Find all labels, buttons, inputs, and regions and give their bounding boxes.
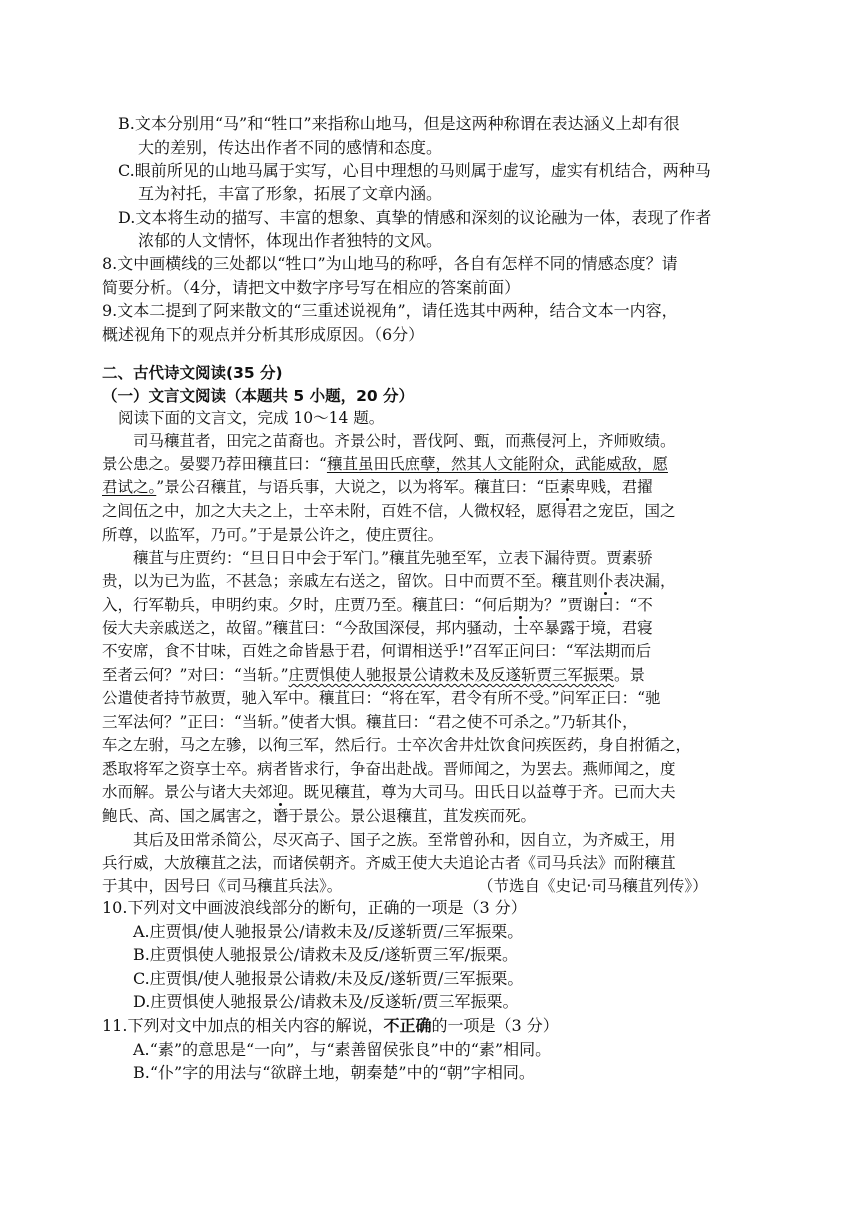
question-9-line2: 概述视角下的观点并分析其形成原因。（6分） [102, 325, 425, 344]
question-10-option-c: C.庄贾惧/使人驰报景公请救/未及反/遂斩贾/三军振栗。 [133, 969, 524, 988]
passage-p2-l6: 至者云何？”对曰：“当斩。”庄贾惧使人驰报景公请救未及反遂斩贾三军振栗。景 [102, 666, 646, 684]
passage-p2-l2: 贵，以为已为监，不甚急；亲戚左右送之，留饮。日中而贾不至。穰苴则仆表决漏， [102, 572, 676, 590]
dotted-char-pu: 仆 [598, 572, 614, 590]
dotted-char-ying: 迎 [272, 783, 289, 801]
passage-p2-l3: 入，行军勒兵，申明约束。夕时，庄贾乃至。穰苴曰：“何后期为？”贾谢曰：“不 [102, 596, 653, 614]
subsection-title: （一）文言文阅读（本题共 5 小题，20 分） [102, 387, 415, 405]
passage-p2-l5: 不安席，食不甘味，百姓之命皆悬于君，何谓相送乎!”召军正问曰：“军法期而后 [102, 642, 652, 660]
question-10-stem: 10.下列对文中画波浪线部分的断句，正确的一项是（3 分） [102, 898, 527, 917]
passage-p1-l2: 景公患之。晏婴乃荐田穰苴曰：“穰苴虽田氏庶孽，然其人文能附众，武能威敌，愿 [102, 455, 668, 473]
passage-p1-l3: 君试之。”景公召穰苴，与语兵事，大说之，以为将军。穰苴曰：“臣素卑贱，君擢 [102, 478, 653, 496]
option-c-line2: 互为衬托，丰富了形象，拓展了文章内涵。 [138, 184, 443, 203]
option-d-line1: D.文本将生动的描写、丰富的想象、真挚的情感和深刻的议论融为一体，表现了作者 [118, 208, 712, 227]
passage-p2-l12: 鲍氏、高、国之属害之，谮于景公。景公退穰苴，苴发疾而死。 [102, 807, 537, 825]
question-8-line2: 简要分析。（4分，请把文中数字序号写在相应的答案前面） [102, 278, 521, 297]
question-11-stem: 11.下列对文中加点的相关内容的解说，不正确的一项是（3 分） [102, 1016, 559, 1035]
section-title: 二、古代诗文阅读(35 分) [102, 364, 283, 382]
underlined-sentence-end: 君试之。 [102, 478, 157, 496]
question-10-option-b: B.庄贾惧使人驰报景公/请救未及反/遂斩贾三军/振栗。 [133, 945, 519, 964]
question-10-option-d: D.庄贾惧使人驰报景公/请救未及/反遂斩/贾三军振栗。 [133, 992, 519, 1011]
emphasis-not-correct: 不正确 [383, 1016, 432, 1035]
option-b-line2: 大的差别，传达出作者不同的感情和态度。 [138, 138, 443, 157]
passage-p1-l1: 司马穰苴者，田完之苗裔也。齐景公时，晋伐阿、甄，而燕侵河上，齐师败绩。 [133, 432, 676, 450]
option-b-line1: B.文本分别用“马”和“牲口”来指称山地马，但是这两种称谓在表达涵义上却有很 [118, 114, 680, 133]
passage-p2-l4: 佞大夫亲戚送之，故留。”穰苴曰：“今敌国深侵，邦内骚动，士卒暴露于境，君寝 [102, 619, 653, 637]
passage-p2-l7: 公遣使者持节赦贾，驰入军中。穰苴曰：“将在军，君令有所不受。”问军正曰：“驰 [102, 689, 661, 707]
question-10-option-a: A.庄贾惧/使人驰报景公/请救未及/反遂斩贾/三军振栗。 [133, 922, 524, 941]
question-11-option-a: A.“素”的意思是“一向”，与“素善留侯张良”中的“素”相同。 [133, 1040, 552, 1059]
passage-p1-l5: 所尊，以监军，乃可。”于是景公许之，使庄贾往。 [102, 526, 444, 544]
question-11-option-b: B.“仆”字的用法与“欲辟土地，朝秦楚”中的“朝”字相同。 [133, 1063, 535, 1082]
passage-p2-l1: 穰苴与庄贾约：“旦日日中会于军门。”穰苴先驰至军，立表下漏待贾。贾素骄 [133, 549, 653, 567]
passage-p2-l10: 悉取将军之资享士卒。病者皆求行，争奋出赴战。晋师闻之，为罢去。燕师闻之，度 [102, 760, 676, 778]
option-d-line2: 浓郁的人文情怀，体现出作者独特的文风。 [138, 231, 443, 250]
passage-source: （节选自《史记·司马穰苴列传》） [478, 877, 708, 895]
option-c-line1: C.眼前所见的山地马属于实写，心目中理想的马则属于虚写，虚实有机结合，两种马 [118, 161, 711, 180]
passage-p1-l4: 之闾伍之中，加之大夫之上，士卒未附，百姓不信，人微权轻，愿得君之宠臣，国之 [102, 502, 676, 520]
passage-p3-l3: 于其中，因号曰《司马穰苴兵法》。 [102, 877, 343, 895]
underlined-sentence: 穰苴虽田氏庶孽，然其人文能附众，武能威敌，愿 [326, 455, 668, 473]
passage-instruction: 阅读下面的文言文，完成 10～14 题。 [118, 409, 385, 427]
passage-p2-l11: 水而解。景公与诸大夫郊迎。既见穰苴，尊为大司马。田氏日以益尊于齐。已而大夫 [102, 783, 676, 801]
passage-p3-l2: 兵行威，大放穰苴之法，而诸侯朝齐。齐威王使大夫追论古者《司马兵法》而附穰苴 [102, 854, 676, 872]
passage-p2-l8: 三军法何？”正曰：“当斩。”使者大惧。穰苴曰：“君之使不可杀之。”乃斩其仆， [102, 713, 638, 731]
question-9-line1: 9.文本二提到了阿来散文的“三重述说视角”，请任选其中两种，结合文本一内容， [102, 301, 678, 320]
dotted-char-su: 素 [559, 478, 576, 496]
dotted-char-qi: 期 [512, 596, 529, 614]
passage-p2-l9: 车之左驸，马之左骖，以徇三军，然后行。士卒次舍井灶饮食问疾医药，身自拊循之， [102, 736, 692, 754]
question-8-line1: 8.文中画横线的三处都以“牲口”为山地马的称呼，各自有怎样不同的情感态度？请 [102, 254, 678, 273]
wavy-line-sentence: 庄贾惧使人驰报景公请救未及反遂斩贾三军振栗 [288, 666, 615, 684]
passage-p3-l1: 其后及田常杀简公，尽灭高子、国子之族。至常曾孙和，因自立，为齐威王，用 [133, 831, 676, 849]
